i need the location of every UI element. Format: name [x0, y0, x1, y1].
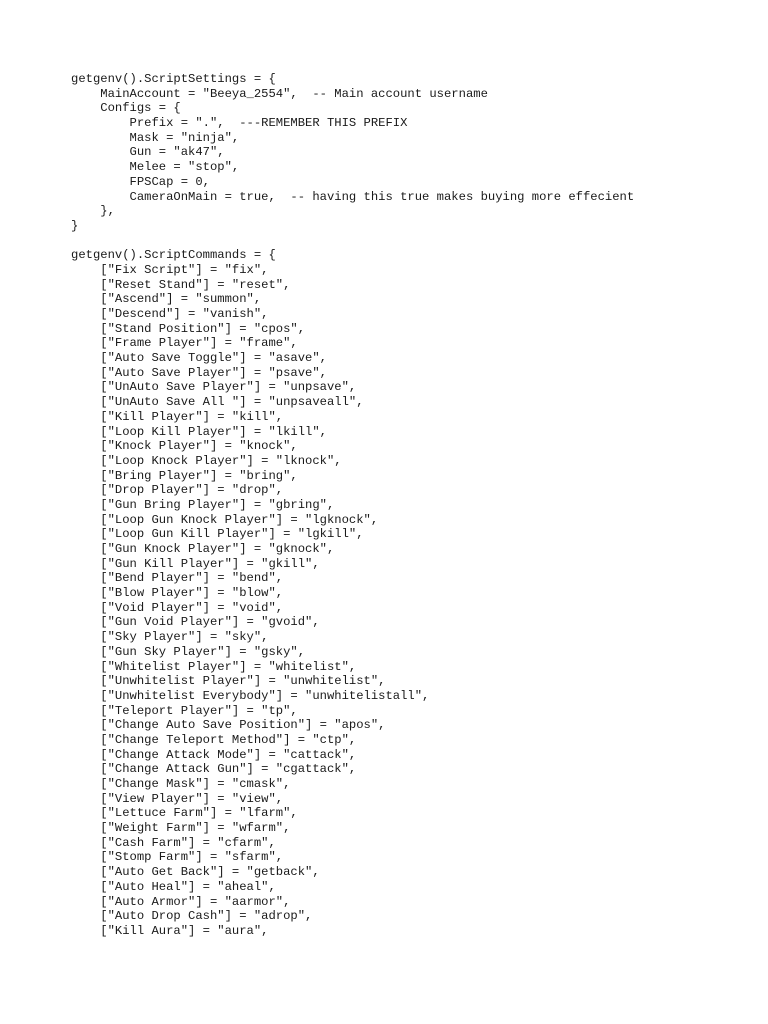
code-line: },: [71, 204, 115, 219]
code-line: ["Loop Knock Player"] = "lknock",: [71, 453, 342, 468]
code-line: ["Change Teleport Method"] = "ctp",: [71, 732, 357, 747]
code-line: ["View Player"] = "view",: [71, 791, 284, 806]
code-line: ["Frame Player"] = "frame",: [71, 336, 298, 351]
code-line: ["Kill Player"] = "kill",: [71, 409, 284, 424]
code-line: ["Change Attack Mode"] = "cattack",: [71, 747, 357, 762]
code-line: ["Auto Drop Cash"] = "adrop",: [71, 909, 313, 924]
code-line: Gun = "ak47",: [71, 145, 225, 160]
code-line: ["Change Auto Save Position"] = "apos",: [71, 718, 386, 733]
code-line: ["Stand Position"] = "cpos",: [71, 321, 306, 336]
code-line: ["Gun Sky Player"] = "gsky",: [71, 644, 306, 659]
code-line: ["Change Attack Gun"] = "cgattack",: [71, 762, 357, 777]
code-line: ["Void Player"] = "void",: [71, 600, 284, 615]
code-line: ["Descend"] = "vanish",: [71, 307, 269, 321]
code-line: ["Fix Script"] = "fix",: [71, 262, 269, 277]
code-line: ["Blow Player"] = "blow",: [71, 586, 284, 601]
code-line: Configs = {: [71, 101, 181, 116]
code-line: ["Auto Heal"] = "aheal",: [71, 879, 276, 894]
code-line: ["Sky Player"] = "sky",: [71, 630, 269, 645]
code-line: [71, 234, 634, 249]
code-line: Mask = "ninja",: [71, 130, 240, 145]
code-line: Prefix = ".", ---REMEMBER THIS PREFIX: [71, 116, 408, 131]
code-line: }: [71, 218, 79, 233]
code-line: ["Gun Knock Player"] = "gknock",: [71, 542, 335, 556]
code-line: ["Gun Kill Player"] = "gkill",: [71, 556, 320, 571]
code-line: ["Auto Save Player"] = "psave",: [71, 365, 327, 380]
code-line: Melee = "stop",: [71, 160, 240, 175]
code-line: getgenv().ScriptSettings = {: [71, 72, 276, 86]
code-line: ["Unwhitelist Everybody"] = "unwhitelistall",: [71, 688, 430, 703]
code-line: ["Bring Player"] = "bring",: [71, 468, 298, 483]
code-line: ["Loop Gun Knock Player"] = "lgknock",: [71, 512, 379, 527]
code-line: ["Whitelist Player"] = "whitelist",: [71, 659, 357, 674]
code-line: ["UnAuto Save All "] = "unpsaveall",: [71, 395, 364, 410]
code-line: ["Kill Aura"] = "aura",: [71, 923, 269, 938]
code-line: ["Lettuce Farm"] = "lfarm",: [71, 806, 298, 821]
code-line: ["Loop Kill Player"] = "lkill",: [71, 424, 327, 439]
code-line: ["Auto Get Back"] = "getback",: [71, 865, 320, 880]
code-line: ["Teleport Player"] = "tp",: [71, 703, 298, 718]
code-line: ["Unwhitelist Player"] = "unwhitelist",: [71, 674, 386, 689]
code-line: ["Gun Bring Player"] = "gbring",: [71, 497, 335, 512]
code-listing: [71, 72, 634, 939]
code-line: ["Cash Farm"] = "cfarm",: [71, 835, 276, 850]
code-line: ["Weight Farm"] = "wfarm",: [71, 821, 291, 836]
code-line: ["Stomp Farm"] = "sfarm",: [71, 850, 284, 865]
code-line: ["Ascend"] = "summon",: [71, 292, 262, 307]
code-line: ["UnAuto Save Player"] = "unpsave",: [71, 380, 357, 395]
code-line: MainAccount = "Beeya_2554", -- Main account username: [71, 86, 488, 101]
code-line: ["Change Mask"] = "cmask",: [71, 777, 291, 791]
code-line: ["Auto Save Toggle"] = "asave",: [71, 351, 327, 366]
code-line: ["Drop Player"] = "drop",: [71, 483, 284, 498]
code-line: ["Reset Stand"] = "reset",: [71, 277, 291, 292]
code-line: ["Knock Player"] = "knock",: [71, 439, 298, 454]
code-line: FPSCap = 0,: [71, 174, 210, 189]
code-line: ["Bend Player"] = "bend",: [71, 571, 284, 586]
code-line: ["Auto Armor"] = "aarmor",: [71, 894, 291, 909]
code-line: ["Gun Void Player"] = "gvoid",: [71, 615, 320, 630]
code-line: ["Loop Gun Kill Player"] = "lgkill",: [71, 527, 364, 542]
code-line: getgenv().ScriptCommands = {: [71, 248, 276, 263]
code-line: CameraOnMain = true, -- having this true makes buying more effecient: [71, 189, 635, 204]
